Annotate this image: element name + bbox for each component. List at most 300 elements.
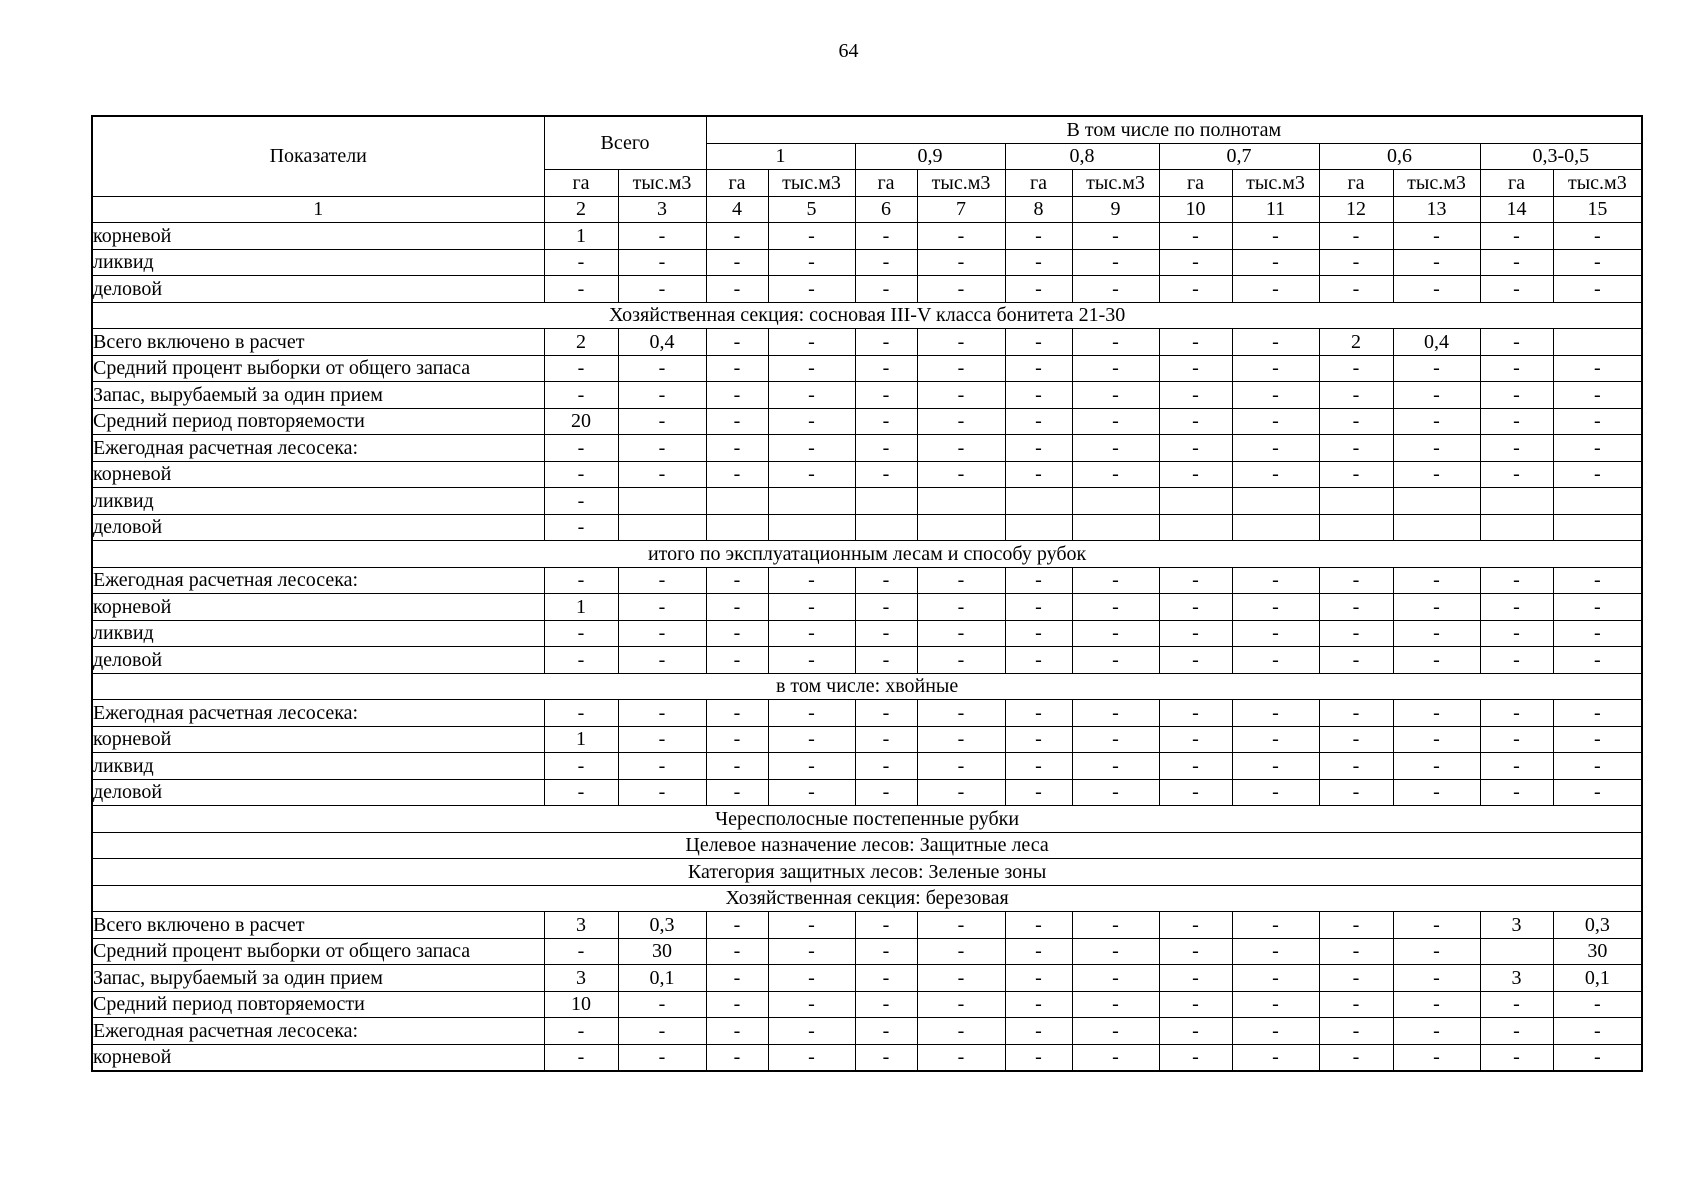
table-cell: -: [855, 965, 917, 992]
table-cell: -: [1553, 276, 1642, 303]
table-cell: -: [1480, 700, 1553, 727]
table-cell: -: [1393, 726, 1480, 753]
table-cell: -: [1232, 408, 1319, 435]
table-cell: -: [1159, 991, 1232, 1018]
table-cell: [618, 488, 706, 515]
row-label: ликвид: [92, 488, 544, 515]
table-cell: -: [917, 1018, 1005, 1045]
table-cell: -: [544, 700, 618, 727]
table-cell: -: [1553, 991, 1642, 1018]
header-unit-m3: тыс.м3: [1072, 170, 1159, 197]
row-label: Всего включено в расчет: [92, 329, 544, 356]
row-label: Средний процент выборки от общего запаса: [92, 355, 544, 382]
table-cell: -: [917, 753, 1005, 780]
table-cell: [1232, 514, 1319, 541]
table-cell: -: [1319, 912, 1393, 939]
table-cell: -: [1553, 700, 1642, 727]
table-cell: -: [1480, 1018, 1553, 1045]
table-cell: -: [855, 435, 917, 462]
table-cell: -: [768, 620, 855, 647]
table-cell: -: [1159, 647, 1232, 674]
table-cell: -: [1480, 382, 1553, 409]
table-cell: -: [1553, 355, 1642, 382]
table-cell: 2: [1319, 329, 1393, 356]
table-cell: -: [1319, 726, 1393, 753]
row-label: Ежегодная расчетная лесосека:: [92, 700, 544, 727]
table-cell: -: [1319, 1018, 1393, 1045]
table-row: [92, 647, 1642, 674]
table-cell: -: [768, 779, 855, 806]
table-cell: -: [855, 408, 917, 435]
table-cell: [1393, 488, 1480, 515]
table-cell: -: [1232, 938, 1319, 965]
table-cell: -: [768, 700, 855, 727]
table-cell: -: [917, 249, 1005, 276]
table-cell: -: [1072, 408, 1159, 435]
table-cell: -: [618, 991, 706, 1018]
table-cell: -: [706, 223, 768, 250]
table-cell: -: [706, 249, 768, 276]
table-row: [92, 249, 1642, 276]
table-cell: -: [1005, 435, 1072, 462]
table-cell: -: [1553, 753, 1642, 780]
table-cell: -: [855, 223, 917, 250]
table-cell: -: [706, 435, 768, 462]
column-number: 5: [768, 196, 855, 223]
table-cell: -: [917, 912, 1005, 939]
table-row: [92, 567, 1642, 594]
table-cell: -: [1393, 1044, 1480, 1071]
section-title: итого по эксплуатационным лесам и способу рубок: [92, 541, 1642, 568]
table-cell: 30: [1553, 938, 1642, 965]
table-row: [92, 991, 1642, 1018]
table-cell: -: [618, 223, 706, 250]
table-cell: -: [618, 1044, 706, 1071]
table-cell: -: [1553, 435, 1642, 462]
table-row: [92, 912, 1642, 939]
table-cell: -: [917, 1044, 1005, 1071]
section-row: [92, 832, 1642, 859]
table-cell: -: [1232, 594, 1319, 621]
header-density: 0,6: [1319, 143, 1480, 170]
table-cell: -: [1072, 461, 1159, 488]
column-number: 11: [1232, 196, 1319, 223]
table-cell: -: [1319, 382, 1393, 409]
table-cell: [1319, 488, 1393, 515]
table-cell: -: [1072, 594, 1159, 621]
table-cell: -: [1159, 435, 1232, 462]
table-cell: -: [1393, 753, 1480, 780]
table-cell: -: [1159, 223, 1232, 250]
table-cell: -: [706, 726, 768, 753]
row-label: Ежегодная расчетная лесосека:: [92, 1018, 544, 1045]
table-cell: -: [855, 991, 917, 1018]
table-cell: [917, 488, 1005, 515]
table-cell: 0,3: [1553, 912, 1642, 939]
table-cell: -: [1072, 567, 1159, 594]
header-unit-m3: тыс.м3: [768, 170, 855, 197]
table-cell: -: [855, 938, 917, 965]
row-label: Средний период повторяемости: [92, 991, 544, 1018]
table-cell: -: [917, 223, 1005, 250]
table-cell: -: [1480, 223, 1553, 250]
table-cell: -: [1553, 620, 1642, 647]
section-title: Хозяйственная секция: березовая: [92, 885, 1642, 912]
table-cell: -: [855, 276, 917, 303]
table-cell: 3: [544, 965, 618, 992]
table-cell: -: [768, 223, 855, 250]
table-cell: -: [855, 1044, 917, 1071]
table-cell: [855, 514, 917, 541]
table-cell: [917, 514, 1005, 541]
section-row: [92, 885, 1642, 912]
table-cell: -: [1159, 1044, 1232, 1071]
column-number: 12: [1319, 196, 1393, 223]
row-label: корневой: [92, 726, 544, 753]
table-cell: -: [1319, 991, 1393, 1018]
table-cell: -: [855, 355, 917, 382]
table-cell: -: [1319, 965, 1393, 992]
row-label: корневой: [92, 461, 544, 488]
table-cell: -: [1072, 726, 1159, 753]
table-cell: -: [855, 647, 917, 674]
table-cell: [768, 488, 855, 515]
table-cell: [706, 514, 768, 541]
table-cell: -: [1480, 726, 1553, 753]
table-cell: -: [1319, 249, 1393, 276]
table-cell: 3: [1480, 912, 1553, 939]
column-number: 7: [917, 196, 1005, 223]
table-cell: -: [1159, 329, 1232, 356]
table-row: [92, 1044, 1642, 1071]
table-cell: -: [1393, 461, 1480, 488]
table-cell: -: [768, 435, 855, 462]
row-label: деловой: [92, 647, 544, 674]
table-cell: -: [1159, 753, 1232, 780]
table-row: [92, 938, 1642, 965]
header-unit-m3: тыс.м3: [1232, 170, 1319, 197]
table-cell: -: [855, 329, 917, 356]
table-cell: -: [1159, 726, 1232, 753]
row-label: Запас, вырубаемый за один прием: [92, 382, 544, 409]
table-cell: -: [1319, 700, 1393, 727]
table-row: [92, 382, 1642, 409]
table-cell: -: [618, 1018, 706, 1045]
table-cell: -: [1319, 408, 1393, 435]
table-row: [92, 620, 1642, 647]
table-cell: -: [1319, 223, 1393, 250]
table-cell: [768, 514, 855, 541]
table-cell: -: [1232, 223, 1319, 250]
table-cell: -: [706, 382, 768, 409]
row-label: деловой: [92, 276, 544, 303]
row-label: Всего включено в расчет: [92, 912, 544, 939]
header-unit-ha: га: [1480, 170, 1553, 197]
table-row: [92, 435, 1642, 462]
table-cell: [618, 514, 706, 541]
table-cell: -: [1005, 1018, 1072, 1045]
table-cell: -: [1072, 223, 1159, 250]
column-number: 3: [618, 196, 706, 223]
table-cell: -: [544, 779, 618, 806]
table-cell: -: [1232, 276, 1319, 303]
table-row: [92, 329, 1642, 356]
table-cell: [1480, 488, 1553, 515]
table-cell: -: [618, 700, 706, 727]
column-number: 8: [1005, 196, 1072, 223]
table-cell: -: [917, 594, 1005, 621]
table-cell: -: [618, 382, 706, 409]
row-label: Средний период повторяемости: [92, 408, 544, 435]
table-cell: -: [1072, 1044, 1159, 1071]
table-cell: -: [855, 594, 917, 621]
table-cell: -: [1005, 753, 1072, 780]
table-cell: -: [706, 408, 768, 435]
table-cell: -: [706, 276, 768, 303]
table-cell: -: [1232, 726, 1319, 753]
table-row: [92, 965, 1642, 992]
table-cell: -: [1072, 1018, 1159, 1045]
table-cell: -: [706, 355, 768, 382]
table-cell: -: [1072, 355, 1159, 382]
table-cell: -: [1005, 382, 1072, 409]
table-cell: -: [768, 355, 855, 382]
table-cell: -: [1319, 461, 1393, 488]
table-cell: -: [1232, 700, 1319, 727]
table-cell: -: [1553, 594, 1642, 621]
row-label: ликвид: [92, 620, 544, 647]
forest-cutting-table: [91, 115, 1643, 1072]
section-title: Категория защитных лесов: Зеленые зоны: [92, 859, 1642, 886]
table-cell: -: [1159, 567, 1232, 594]
table-cell: -: [544, 514, 618, 541]
header-unit-m3: тыс.м3: [1553, 170, 1642, 197]
column-number: 6: [855, 196, 917, 223]
table-cell: -: [1005, 938, 1072, 965]
table-cell: 30: [618, 938, 706, 965]
table-row: [92, 514, 1642, 541]
table-cell: -: [1480, 355, 1553, 382]
table-cell: -: [1319, 355, 1393, 382]
table-cell: 0,4: [1393, 329, 1480, 356]
column-number: 14: [1480, 196, 1553, 223]
table-cell: -: [618, 726, 706, 753]
table-cell: -: [1005, 726, 1072, 753]
table-cell: -: [1005, 620, 1072, 647]
table-cell: 0,4: [618, 329, 706, 356]
header-unit-m3: тыс.м3: [917, 170, 1005, 197]
table-cell: -: [618, 620, 706, 647]
table-cell: -: [1553, 779, 1642, 806]
table-cell: -: [917, 991, 1005, 1018]
column-number: 9: [1072, 196, 1159, 223]
table-cell: -: [917, 567, 1005, 594]
table-cell: -: [917, 382, 1005, 409]
table-cell: -: [618, 461, 706, 488]
table-cell: [1072, 488, 1159, 515]
table-cell: -: [1553, 1044, 1642, 1071]
table-cell: -: [1480, 329, 1553, 356]
table-cell: -: [917, 700, 1005, 727]
table-cell: -: [618, 779, 706, 806]
table-body: [92, 223, 1642, 1072]
table-cell: -: [706, 329, 768, 356]
table-cell: -: [768, 329, 855, 356]
table-cell: -: [1393, 938, 1480, 965]
header-unit-ha: га: [1005, 170, 1072, 197]
table-cell: -: [1393, 620, 1480, 647]
table-cell: -: [1005, 1044, 1072, 1071]
table-cell: -: [855, 700, 917, 727]
table-cell: -: [1319, 276, 1393, 303]
table-cell: -: [768, 249, 855, 276]
table-cell: 0,1: [618, 965, 706, 992]
table-cell: -: [1232, 435, 1319, 462]
table-cell: -: [917, 726, 1005, 753]
table-cell: -: [1232, 567, 1319, 594]
table-row: [92, 223, 1642, 250]
header-unit-ha: га: [855, 170, 917, 197]
table-cell: 10: [544, 991, 618, 1018]
table-cell: -: [1553, 223, 1642, 250]
table-cell: -: [618, 753, 706, 780]
table-cell: -: [1159, 620, 1232, 647]
table-cell: -: [1553, 408, 1642, 435]
table-cell: -: [1319, 567, 1393, 594]
table-cell: -: [768, 276, 855, 303]
table-cell: -: [1005, 408, 1072, 435]
section-title: Чересполосные постепенные рубки: [92, 806, 1642, 833]
table-cell: -: [1159, 938, 1232, 965]
table-cell: -: [768, 461, 855, 488]
header-unit-ha: га: [706, 170, 768, 197]
header-density: 0,7: [1159, 143, 1319, 170]
table-cell: -: [1480, 249, 1553, 276]
table-cell: -: [1319, 753, 1393, 780]
table-cell: -: [1480, 276, 1553, 303]
table-cell: [706, 488, 768, 515]
table-row: [92, 779, 1642, 806]
table-cell: -: [1159, 594, 1232, 621]
table-cell: -: [917, 276, 1005, 303]
table-cell: -: [544, 620, 618, 647]
table-cell: -: [1232, 620, 1319, 647]
table-cell: -: [917, 938, 1005, 965]
table-cell: -: [855, 567, 917, 594]
table-cell: [1232, 488, 1319, 515]
table-cell: -: [1319, 1044, 1393, 1071]
table-cell: -: [1319, 620, 1393, 647]
row-label: корневой: [92, 594, 544, 621]
table-cell: -: [1159, 912, 1232, 939]
table-cell: -: [706, 991, 768, 1018]
table-cell: -: [1393, 965, 1480, 992]
table-cell: -: [706, 461, 768, 488]
table-cell: -: [768, 647, 855, 674]
table-cell: -: [1232, 249, 1319, 276]
table-cell: -: [1232, 912, 1319, 939]
table-cell: -: [1072, 938, 1159, 965]
table-cell: 1: [544, 594, 618, 621]
table-cell: -: [1480, 753, 1553, 780]
row-label: Ежегодная расчетная лесосека:: [92, 567, 544, 594]
table-cell: [855, 488, 917, 515]
table-cell: -: [1159, 382, 1232, 409]
section-row: [92, 302, 1642, 329]
table-cell: -: [706, 912, 768, 939]
table-cell: -: [544, 647, 618, 674]
table-cell: -: [1005, 912, 1072, 939]
table-cell: 3: [1480, 965, 1553, 992]
table-cell: 0,1: [1553, 965, 1642, 992]
table-cell: -: [1232, 355, 1319, 382]
table-cell: -: [1005, 276, 1072, 303]
table-cell: -: [706, 567, 768, 594]
table-cell: -: [1159, 461, 1232, 488]
table-cell: -: [1072, 647, 1159, 674]
table-cell: -: [1232, 382, 1319, 409]
table-cell: -: [768, 594, 855, 621]
header-by-density: В том числе по полнотам: [706, 116, 1642, 143]
row-label: деловой: [92, 779, 544, 806]
table-cell: -: [706, 594, 768, 621]
table-cell: -: [1393, 249, 1480, 276]
section-row: [92, 806, 1642, 833]
table-cell: -: [1393, 594, 1480, 621]
table-cell: -: [706, 779, 768, 806]
table-cell: -: [917, 355, 1005, 382]
table-cell: [1480, 514, 1553, 541]
header-unit-m3: тыс.м3: [618, 170, 706, 197]
table-cell: -: [544, 461, 618, 488]
table-cell: -: [706, 647, 768, 674]
row-label: деловой: [92, 514, 544, 541]
table-cell: -: [1005, 991, 1072, 1018]
table-cell: [1553, 488, 1642, 515]
table-cell: 1: [544, 223, 618, 250]
table-cell: -: [1480, 647, 1553, 674]
table-cell: -: [1393, 408, 1480, 435]
table-cell: -: [544, 753, 618, 780]
table-cell: -: [1553, 382, 1642, 409]
table-cell: -: [1232, 991, 1319, 1018]
table-cell: -: [1480, 991, 1553, 1018]
table-cell: -: [1480, 408, 1553, 435]
table-cell: -: [1005, 567, 1072, 594]
table-cell: -: [917, 408, 1005, 435]
table-cell: -: [1005, 223, 1072, 250]
table-row: [92, 753, 1642, 780]
table-cell: -: [618, 594, 706, 621]
row-label: ликвид: [92, 249, 544, 276]
table-cell: -: [618, 408, 706, 435]
column-number: 2: [544, 196, 618, 223]
table-cell: -: [1072, 912, 1159, 939]
table-cell: -: [544, 435, 618, 462]
table-cell: -: [1005, 965, 1072, 992]
table-cell: -: [917, 329, 1005, 356]
section-title: Хозяйственная секция: сосновая III-V класса бонитета 21-30: [92, 302, 1642, 329]
table-cell: -: [768, 567, 855, 594]
row-label: ликвид: [92, 753, 544, 780]
table-cell: -: [855, 382, 917, 409]
table-cell: [1553, 329, 1642, 356]
table-row: [92, 355, 1642, 382]
table-cell: -: [618, 276, 706, 303]
table-cell: -: [855, 1018, 917, 1045]
table-cell: -: [1159, 779, 1232, 806]
table-cell: -: [1393, 779, 1480, 806]
